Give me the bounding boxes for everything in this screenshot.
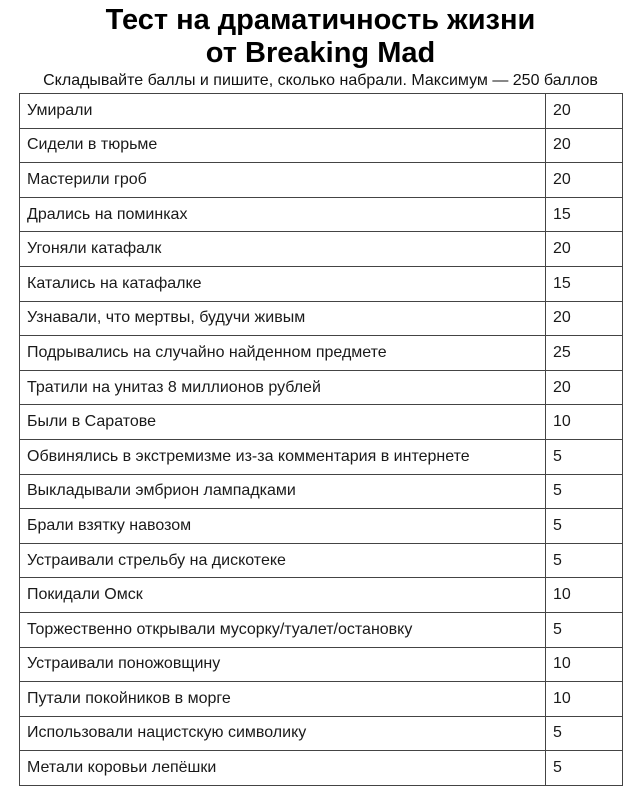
table-row (20, 405, 623, 440)
item-cell: Узнавали, что мертвы, будучи живым (20, 301, 546, 336)
points-cell: 15 (546, 197, 623, 232)
table-row (20, 578, 623, 613)
points-cell: 5 (546, 716, 623, 751)
item-cell: Устраивали поножовщину (20, 647, 546, 682)
item-cell: Метали коровьи лепёшки (20, 751, 546, 786)
points-cell: 20 (546, 163, 623, 198)
table-row (20, 163, 623, 198)
table-row (20, 301, 623, 336)
table-row (20, 94, 623, 129)
table-row (20, 128, 623, 163)
item-cell: Мастерили гроб (20, 163, 546, 198)
points-cell: 20 (546, 94, 623, 129)
item-cell: Путали покойников в морге (20, 682, 546, 717)
item-cell: Умирали (20, 94, 546, 129)
item-cell: Устраивали стрельбу на дискотеке (20, 543, 546, 578)
item-cell: Выкладывали эмбрион лампадками (20, 474, 546, 509)
item-cell: Подрывались на случайно найденном предмете (20, 336, 546, 371)
item-cell: Катались на катафалке (20, 266, 546, 301)
points-cell: 10 (546, 578, 623, 613)
table-row (20, 439, 623, 474)
points-cell: 20 (546, 232, 623, 267)
table-row (20, 543, 623, 578)
table-row (20, 370, 623, 405)
page-title (0, 4, 641, 70)
table-row (20, 509, 623, 544)
points-cell: 10 (546, 647, 623, 682)
table-row (20, 682, 623, 717)
item-cell: Использовали нацистскую символику (20, 716, 546, 751)
table-row (20, 647, 623, 682)
points-cell: 5 (546, 751, 623, 786)
page-subtitle: Складывайте баллы и пишите, сколько набрали. Максимум — 250 баллов (43, 72, 598, 89)
points-cell: 25 (546, 336, 623, 371)
table-row (20, 266, 623, 301)
table-row (20, 716, 623, 751)
item-cell: Торжественно открывали мусорку/туалет/остановку (20, 612, 546, 647)
points-cell: 20 (546, 370, 623, 405)
points-cell: 10 (546, 405, 623, 440)
score-table (19, 93, 623, 786)
item-cell: Обвинялись в экстремизме из-за комментария в интернете (20, 439, 546, 474)
score-table-body (20, 94, 623, 786)
table-row (20, 232, 623, 267)
item-cell: Угоняли катафалк (20, 232, 546, 267)
points-cell: 20 (546, 128, 623, 163)
points-cell: 10 (546, 682, 623, 717)
table-row (20, 336, 623, 371)
title-line-2: от Breaking Mad (205, 37, 436, 69)
points-cell: 5 (546, 509, 623, 544)
item-cell: Покидали Омск (20, 578, 546, 613)
points-cell: 15 (546, 266, 623, 301)
points-cell: 20 (546, 301, 623, 336)
table-row (20, 751, 623, 786)
table-row (20, 612, 623, 647)
points-cell: 5 (546, 543, 623, 578)
table-row (20, 197, 623, 232)
item-cell: Дрались на поминках (20, 197, 546, 232)
points-cell: 5 (546, 612, 623, 647)
points-cell: 5 (546, 474, 623, 509)
item-cell: Были в Саратове (20, 405, 546, 440)
title-line-1: Тест на драматичность жизни (105, 4, 536, 36)
item-cell: Сидели в тюрьме (20, 128, 546, 163)
item-cell: Брали взятку навозом (20, 509, 546, 544)
item-cell: Тратили на унитаз 8 миллионов рублей (20, 370, 546, 405)
points-cell: 5 (546, 439, 623, 474)
table-row (20, 474, 623, 509)
